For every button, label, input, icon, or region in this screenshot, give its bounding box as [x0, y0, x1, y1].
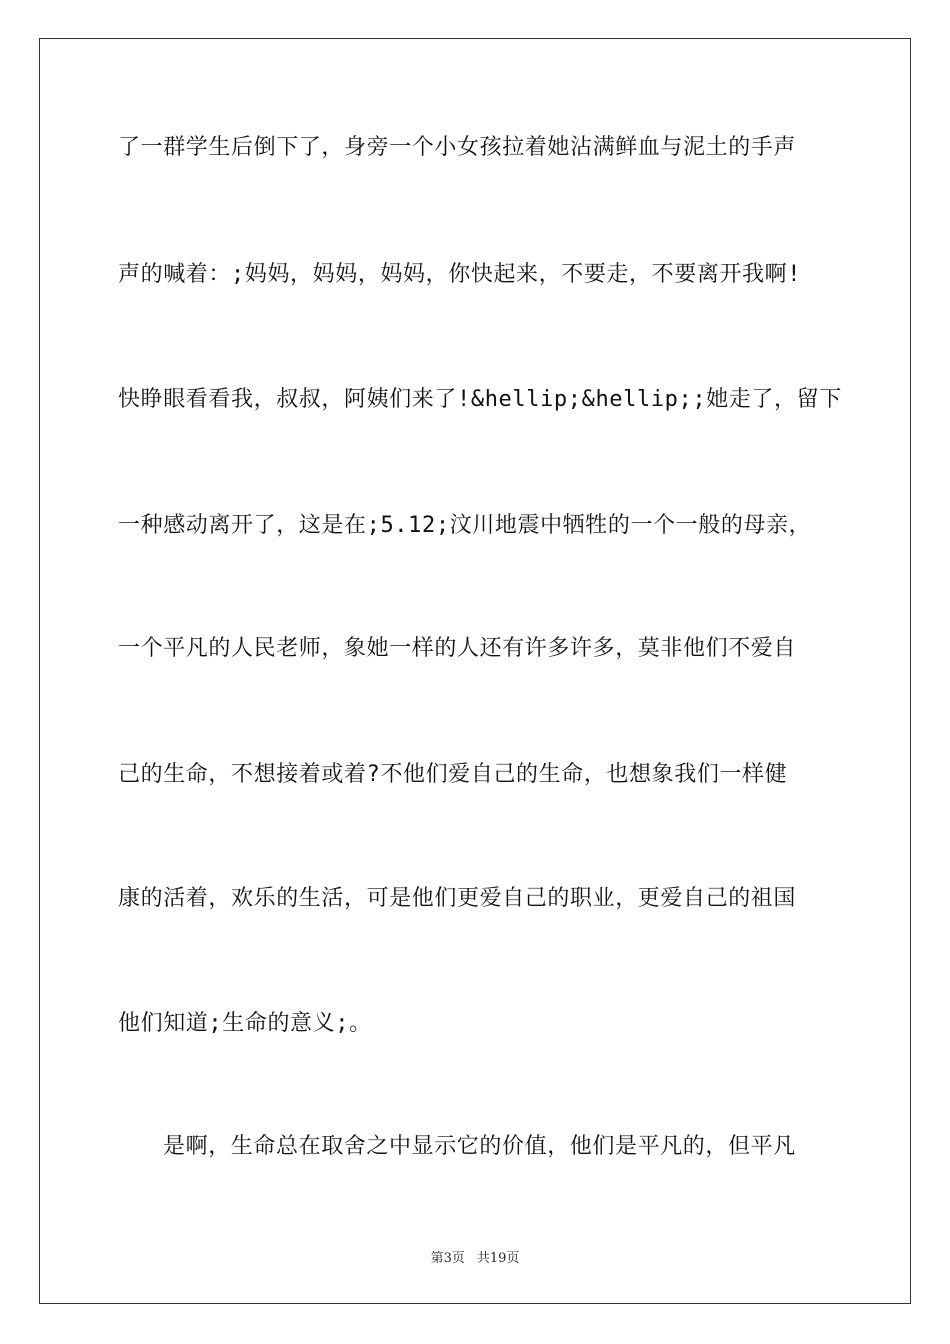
- body-text-line-3: 快睁眼看看我，叔叔，阿姨们来了!&hellip;&hellip;;她走了，留下: [118, 387, 842, 412]
- body-text-line-7: 康的活着，欢乐的生活，可是他们更爱自己的职业，更爱自己的祖国: [118, 886, 797, 911]
- body-text-line-5: 一个平凡的人民老师，象她一样的人还有许多许多，莫非他们不爱自: [118, 636, 797, 661]
- paragraph-start-line: 是啊，生命总在取舍之中显示它的价值，他们是平凡的，但平凡: [163, 1134, 796, 1159]
- body-text-line-4: 一种感动离开了，这是在;5.12;汶川地震中牺牲的一个一般的母亲，: [118, 513, 812, 538]
- body-text-line-1: 了一群学生后倒下了，身旁一个小女孩拉着她沾满鲜血与泥土的手声: [118, 135, 797, 160]
- page-number: 第3页: [430, 1251, 465, 1266]
- body-text-line-6: 己的生命，不想接着或着?不他们爱自己的生命，也想象我们一样健: [118, 762, 788, 787]
- page-border: [39, 38, 911, 1304]
- body-text-line-2: 声的喊着：;妈妈，妈妈，妈妈，你快起来，不要走，不要离开我啊!: [118, 262, 802, 287]
- page-footer: [0, 1247, 950, 1266]
- page-total: 共19页: [476, 1251, 520, 1266]
- body-text-line-8: 他们知道;生命的意义;。: [118, 1011, 372, 1036]
